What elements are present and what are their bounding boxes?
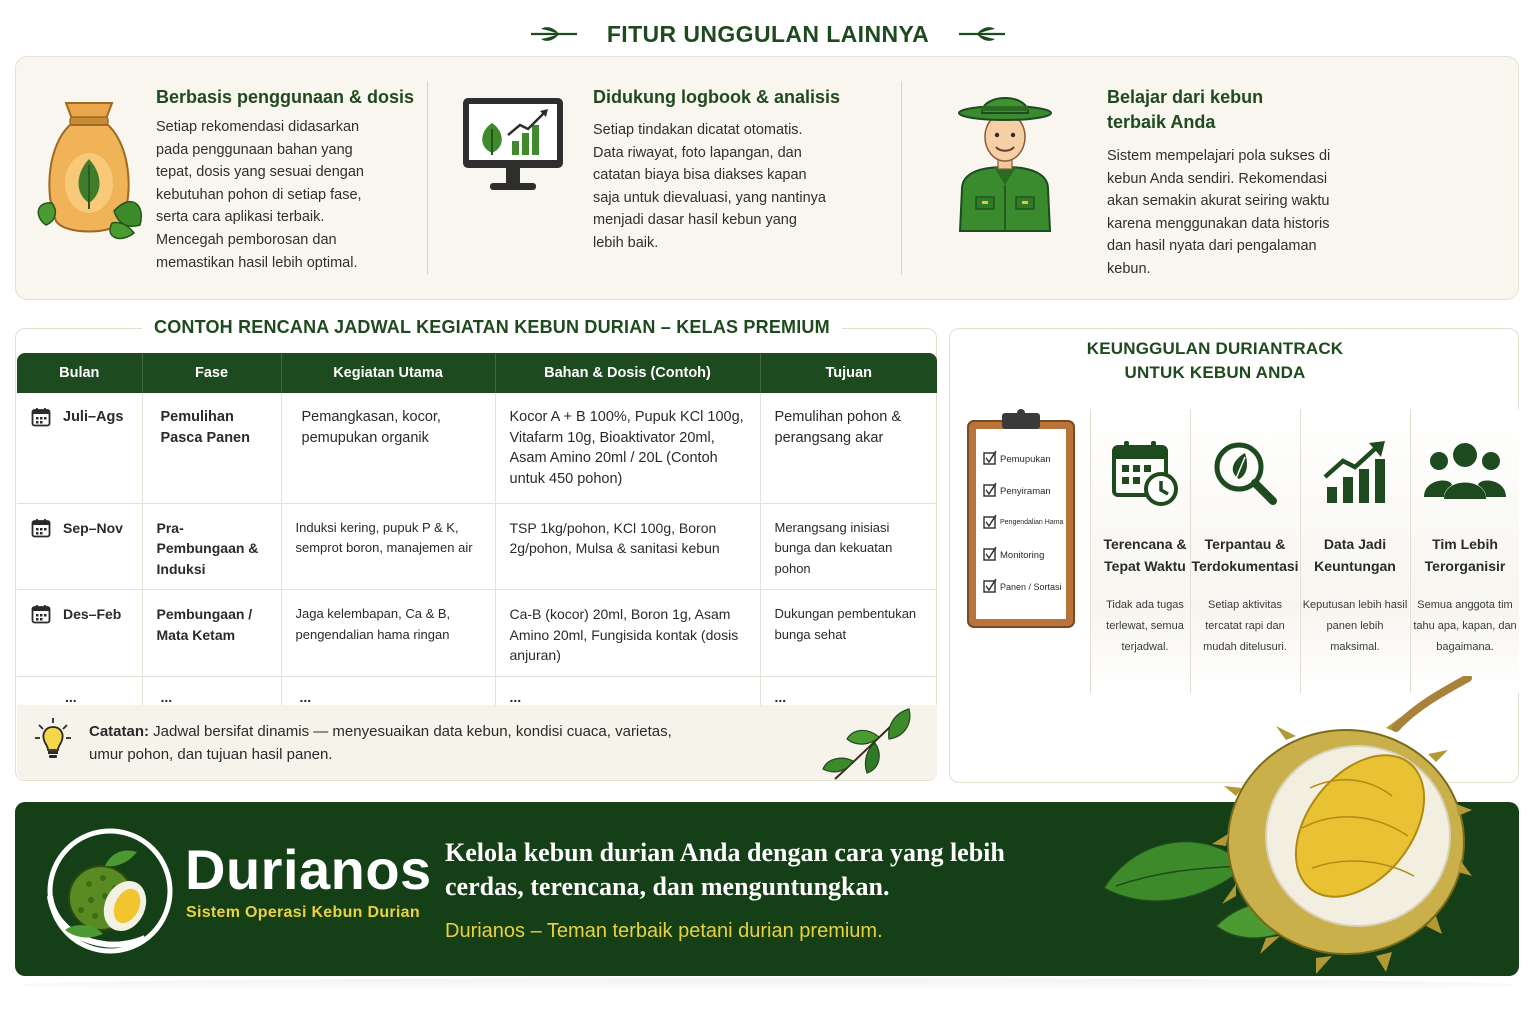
- cell-fase: Pembungaan / Mata Ketam: [142, 590, 281, 677]
- advantage-planned: [1091, 409, 1199, 693]
- advantage-desc: Setiap aktivitas tercatat rapi dan mudah ditelusuri.: [1203, 599, 1287, 653]
- table-row: [17, 590, 937, 677]
- feature-title: Didukung logbook & analisis: [593, 87, 841, 107]
- cell-tujuan: ...: [760, 676, 937, 718]
- feature-logbook: [428, 57, 900, 301]
- cell-bahan: Ca-B (kocor) 20ml, Boron 1g, Asam Amino 20ml, Fungisida kontak (dosis anjuran): [495, 590, 760, 677]
- column-header: Tujuan: [760, 353, 937, 393]
- cell-fase: Pemulihan Pasca Panen: [142, 393, 281, 503]
- fertilizer-bag-icon: [34, 93, 144, 243]
- leaf-arrow-left-icon: [529, 23, 581, 45]
- section-title: FITUR UNGGULAN LAINNYA: [606, 20, 930, 47]
- leaf-arrow-right-icon: [955, 23, 1007, 45]
- cell-tujuan: Dukungan pembentukan bunga sehat: [760, 590, 937, 677]
- team-icon: [1424, 439, 1506, 507]
- banner-slogan: Durianos – Teman terbaik petani durian premium.: [445, 920, 883, 942]
- cell-fase: Pra-Pembungaan & Induksi: [142, 503, 281, 590]
- calendar-icon: [31, 604, 51, 624]
- schedule-card: [15, 317, 937, 781]
- brand-subtitle: Sistem Operasi Kebun Durian: [186, 904, 420, 921]
- feature-body: Setiap rekomendasi didasarkan pada penggunaan bahan yang tepat, dosis yang sesuai dengan kebutuhan pohon di setiap fase, serta cara aplikasi terbaik. Mencegah pemborosan dan memastikan hasil lebih optimal.: [156, 119, 364, 271]
- cell-bulan: ...: [17, 676, 142, 718]
- brand-name: Durianos: [185, 838, 432, 901]
- advantages-title-line: UNTUK KEBUN ANDA: [1124, 363, 1306, 382]
- advantage-title: Terpantau & Terdokumentasi: [1191, 536, 1299, 574]
- monitor-chart-icon: [460, 95, 566, 201]
- feature-learning: [902, 57, 1502, 301]
- cell-bahan: TSP 1kg/pohon, KCl 100g, Boron 2g/pohon, Mulsa & sanitasi kebun: [495, 503, 760, 590]
- column-header: Kegiatan Utama: [281, 353, 495, 393]
- cell-bahan: ...: [495, 676, 760, 718]
- table-row: [17, 393, 937, 503]
- clipboard-checklist: [966, 409, 1076, 631]
- lightbulb-icon: [35, 717, 71, 761]
- table-header-row: [17, 353, 937, 393]
- schedule-table: [17, 353, 937, 718]
- cell-kegiatan: ...: [281, 676, 495, 718]
- banner-tagline: Kelola kebun durian Anda dengan cara yang lebih cerdas, terencana, dan menguntungkan.: [445, 838, 1005, 901]
- cell-bulan: Sep–Nov: [63, 519, 123, 536]
- note-label: Catatan:: [89, 723, 150, 740]
- advantage-desc: Semua anggota tim tahu apa, kapan, dan bagaimana.: [1413, 599, 1517, 653]
- cell-bulan: Des–Feb: [63, 606, 122, 622]
- feature-body: Setiap tindakan dicatat otomatis. Data riwayat, foto lapangan, dan catatan biaya bisa diakses kapan saja untuk dievaluasi, yang nantinya menjadi dasar hasil kebun yang lebih baik.: [593, 122, 826, 251]
- cell-kegiatan: Induksi kering, pupuk P & K, semprot boron, manajemen air: [281, 503, 495, 590]
- feature-title: Berbasis penggunaan & dosis: [156, 87, 415, 107]
- schedule-title: CONTOH RENCANA JADWAL KEGIATAN KEBUN DURIAN – KELAS PREMIUM: [142, 317, 842, 338]
- checklist-item: Monitoring: [1000, 550, 1045, 561]
- calendar-icon: [31, 407, 51, 427]
- growth-chart-icon: [1321, 439, 1389, 507]
- column-header: Fase: [142, 353, 281, 393]
- table-row: [17, 503, 937, 590]
- advantage-desc: Keputusan lebih hasil panen lebih maksimal.: [1302, 599, 1408, 653]
- calendar-clock-icon: [1111, 439, 1179, 507]
- advantage-title: Data Jadi Keuntungan: [1314, 536, 1396, 574]
- column-header: Bulan: [17, 353, 142, 393]
- advantage-monitored: [1191, 409, 1299, 693]
- farmer-icon: [954, 85, 1056, 233]
- advantages-title-line: KEUNGGULAN DURIANTRACK: [1086, 339, 1344, 358]
- advantage-desc: Tidak ada tugas terlewat, semua terjadwal.: [1106, 599, 1184, 653]
- section-header: [0, 16, 1536, 52]
- checklist-item: Penyiraman: [1000, 486, 1051, 497]
- cell-tujuan: Merangsang inisiasi bunga dan kekuatan pohon: [760, 503, 937, 590]
- note-text: Jadwal bersifat dinamis — menyesuaikan data kebun, kondisi cuaca, varietas, umur pohon, dan tujuan hasil panen.: [89, 723, 672, 763]
- leaves-icon: [817, 699, 927, 781]
- advantage-team: [1411, 409, 1519, 693]
- advantage-data-profit: [1301, 409, 1409, 693]
- durian-fruit-icon: [1096, 676, 1472, 976]
- column-header: Bahan & Dosis (Contoh): [495, 353, 760, 393]
- checklist-item: Panen / Sortasi: [1000, 582, 1062, 592]
- cell-kegiatan: Jaga kelembapan, Ca & B, pengendalian hama ringan: [281, 590, 495, 677]
- durianos-logo-icon: [45, 826, 175, 956]
- banner-shadow: [20, 978, 1516, 992]
- cell-kegiatan: Pemangkasan, kocor, pemupukan organik: [281, 393, 495, 503]
- advantages-title: [950, 337, 1480, 385]
- schedule-note: [17, 705, 937, 780]
- cell-bulan: Juli–Ags: [63, 409, 124, 425]
- features-panel: [15, 56, 1519, 300]
- cell-fase: ...: [142, 676, 281, 718]
- feature-dosage: [16, 57, 426, 301]
- cell-bahan: Kocor A + B 100%, Pupuk KCl 100g, Vitafarm 10g, Bioaktivator 20ml, Asam Amino 20ml / 20L (Contoh untuk 450 pohon): [495, 393, 760, 503]
- advantage-title: Tim Lebih Terorganisir: [1424, 536, 1506, 574]
- cell-tujuan: Pemulihan pohon & perangsang akar: [760, 393, 937, 503]
- feature-title: Belajar dari kebun terbaik Anda: [1107, 87, 1264, 132]
- checklist-item: Pemupukan: [1000, 454, 1051, 465]
- advantage-title: Terencana & Tepat Waktu: [1103, 536, 1187, 574]
- checklist-item: Pengendalian Hama: [1000, 519, 1064, 526]
- magnifier-leaf-icon: [1211, 439, 1279, 507]
- calendar-icon: [31, 518, 51, 538]
- feature-body: Sistem mempelajari pola sukses di kebun Anda sendiri. Rekomendasi akan semakin akurat seiring waktu karena menggunakan data historis dan hasil nyata dari pengalaman kebun.: [1107, 148, 1331, 277]
